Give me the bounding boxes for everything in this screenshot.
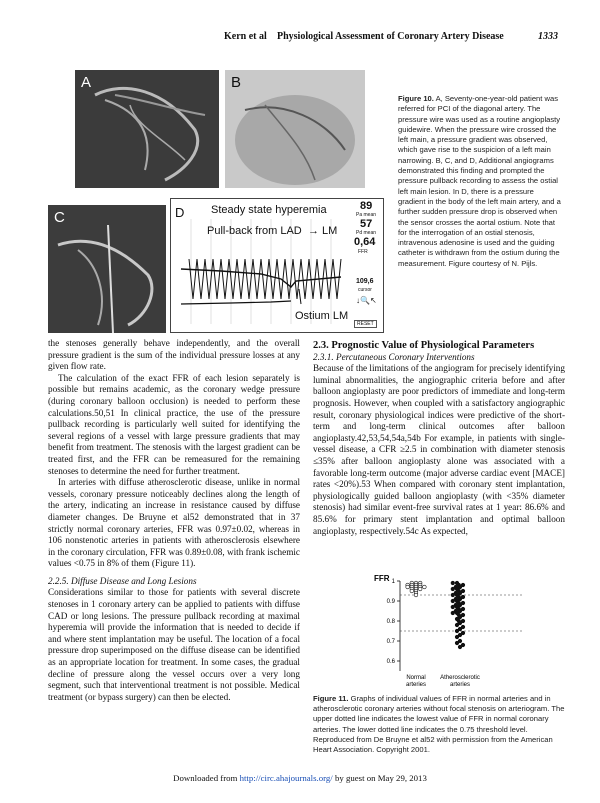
arrow-right-icon: → — [308, 225, 319, 237]
right-paragraph-1: Because of the limitations of the angiogram for precisely identifying luminal abnormalities, the angiographic criteria before and after balloon angioplasty are poor predictors of immediate and long-term prognosis. However, when coupled with a satisfactory angiographic result, coronary physiological indices were predictive of the short-term and long-term clinical outcomes after balloon angioplasty.42,53,54,54a,54b For example, in patients with single-vessel disease, a CFR ≥2.5 in combination with diameter stenosis ≤35% after balloon angioplasty alone was associated with a favorable long-term outcome (major adverse cardiac event [MACE] rates <20%).53 When compared with coronary stent implantation, physiologically guided balloon angioplasty (with <35% diameter stenosis) had similar event-free survival rates at 1 year: 86.6% and 85.6% for primary stent implantation and optimal balloon angioplasty, respectively.54c As expected, — [313, 363, 565, 536]
figure11-points — [406, 581, 465, 649]
left-paragraph-1: the stenoses generally behave independently, and the overall pressure gradient is the sum of the individual pressure losses at any given flow rate. — [48, 338, 300, 372]
figure11-point-normal — [418, 587, 422, 591]
panel-b-label: B — [231, 74, 242, 91]
figure11-point-athero — [458, 645, 462, 649]
pd-value: 57 — [360, 218, 373, 230]
figure11-caption-text: Graphs of individual values of FFR in normal arteries and in atherosclerotic coronary arteries without focal stenosis on arteriogram. The upper dotted line indicates the lowest value of FFR in normal coronary arteries. The lower dotted line indicates the 0.75 threshold level. Reproduced from De Bruyne et al52 with permission from the American Heart Association. Copyright 2001. — [313, 694, 565, 755]
footer-prefix: Downloaded from — [173, 773, 240, 783]
figure10-panel-a — [75, 70, 219, 188]
running-header — [0, 31, 600, 45]
figure11-point-athero — [451, 587, 455, 591]
reset-button: RESET — [354, 320, 377, 328]
figure11-chart — [372, 573, 528, 693]
figure10-caption-label: Figure 10. — [398, 94, 434, 103]
figure11-tick-label: 0.6 — [386, 659, 395, 665]
figure11-point-athero — [451, 611, 455, 615]
figure11-caption-label: Figure 11. — [313, 694, 349, 703]
figure11-tick-label: 1 — [391, 579, 395, 585]
angiogram-b-image — [225, 70, 365, 188]
cursor-label: cursor — [358, 287, 372, 293]
pressure-trace — [171, 199, 383, 332]
trace-label-pullback: Pull-back from LAD — [207, 225, 302, 237]
figure10-caption — [398, 94, 563, 269]
trace-label-lm: LM — [322, 225, 338, 237]
figure10-panel-b — [225, 70, 365, 188]
figure11-point-normal — [410, 589, 414, 593]
trace-label-steady: Steady state hyperemia — [211, 204, 327, 216]
trace-label-ostium: Ostium LM — [295, 310, 349, 322]
footer-link[interactable]: http://circ.ahajournals.org/ — [239, 773, 333, 783]
figure11-category-athero-line2: arteries — [449, 682, 471, 688]
panel-d-label: D — [175, 205, 185, 220]
left-paragraph-4: Considerations similar to those for patients with several discrete stenoses in 1 coronary artery can be applied to patients with diffuse CAD or long lesions. The pressure pullback recording at maximal hyperemia will provide the information that is needed to decide if and where stent implantation may be useful. The location of a focal pressure drop superimposed on the diffuse disease can be identified as an appropriate location for treatment. In some cases, the gradual decline of pressure along the vessel occurs over a very long segment, such that interventional treatment is not possible. Medical treatment (or bypass surgery) can then be elected. — [48, 587, 300, 702]
figure11-point-athero — [455, 629, 459, 633]
header-authors: Kern et al — [224, 31, 267, 42]
left-paragraph-2: The calculation of the exact FFR of each lesion separately is possible but remains academic, as the coronary wedge pressure (during coronary balloon occlusion) is needed to perform these calculations.50,51 In clinical practice, the use of the pressure pullback recording is particularly well suited for identifying the several regions of a vessel with large pressure gradients that may benefit from treatment. The stenosis with the largest gradient can be treated first, and the FFR can be remeasured for the remaining stenoses to determine the need for further treatment. — [48, 372, 300, 476]
figure11-point-normal — [423, 585, 427, 589]
figure11-tick-group — [387, 579, 400, 665]
ffr-value: 0,64 — [354, 236, 376, 248]
pa-value: 89 — [360, 200, 373, 212]
figure11-y-axis-label: FFR — [374, 574, 390, 583]
section-heading-2-2-5: 2.2.5. Diffuse Disease and Long Lesions — [48, 575, 197, 586]
figure11-category-normal-line1: Normal — [406, 675, 426, 681]
left-column — [48, 338, 300, 703]
section-heading-2-3-1: 2.3.1. Percutaneous Coronary Interventions — [313, 351, 475, 362]
download-footer — [0, 773, 600, 783]
figure11-tick-label: 0.8 — [386, 619, 395, 625]
figure11-category-normal-line2: arteries — [405, 682, 427, 688]
pa-label: Pa mean — [356, 212, 377, 218]
footer-suffix: by guest on May 29, 2013 — [332, 773, 427, 783]
figure10-panel-d — [170, 198, 384, 333]
header-title: Physiological Assessment of Coronary Artery Disease — [277, 31, 504, 42]
figure11-point-athero — [451, 605, 455, 609]
angiogram-c-image — [48, 205, 166, 333]
figure11-category-athero-line1: Atherosclerotic — [440, 675, 480, 681]
cursor-value: 109,6 — [356, 278, 374, 285]
figure11-point-normal — [406, 585, 410, 589]
figure10-caption-text: A, Seventy-one-year-old patient was referred for PCI of the diagonal artery. The pressure wire was used as a routine angioplasty guidewire. When the pressure wire crossed the left main, a pressure gradient was observed, which gave rise to the suspicion of a left main narrowing. B, C, and D, Additional angiograms demonstrated this finding and prompted the pressure pullback recording to assess the ostial left main lesion. In D, there is a pressure gradient in the body of the left main artery, and a further sudden pressure drop is observed when the sensor crosses the aortal ostium. Note that for the interrogation of an ostial stenosis, intravenous adenosine is used and the guiding catheter is withdrawn from the ostium during the measurement. Figure courtesy of N. Pijls. — [398, 94, 561, 268]
figure11-point-normal — [414, 593, 418, 597]
figure11-point-athero — [451, 593, 455, 597]
zoom-icon: ↓🔍↖ — [356, 296, 377, 305]
pd-label: Pd mean — [356, 230, 377, 236]
header-page-number: 1333 — [538, 31, 558, 42]
section-heading-2-3: 2.3. Prognostic Value of Physiological Parameters — [313, 340, 535, 351]
figure11-caption — [313, 694, 565, 755]
angiogram-a-image — [75, 70, 219, 188]
figure11-point-athero — [451, 599, 455, 603]
panel-a-label: A — [81, 74, 92, 91]
right-column — [313, 340, 565, 537]
figure11-point-athero — [455, 641, 459, 645]
figure11-tick-label: 0.7 — [386, 639, 395, 645]
figure11-point-athero — [455, 623, 459, 627]
figure11-point-athero — [451, 581, 455, 585]
ffr-label: FFR — [358, 249, 368, 255]
figure10-panel-c — [48, 205, 166, 333]
panel-c-label: C — [54, 209, 65, 226]
figure11-tick-label: 0.9 — [386, 599, 395, 605]
left-paragraph-3: In arteries with diffuse atherosclerotic disease, unlike in normal vessels, coronary pressure noticeably declines along the length of the artery, indicating an increase in resistance caused by diffuse diameter changes. De Bruyne et al52 demonstrated that in 37 strictly normal coronary arteries, FFR was 0.97±0.02, whereas in 106 nonstenotic arteries in patients with atherosclerosis elsewhere in the coronary circulation, FFR was 0.89±0.08, with frank ischemic values <0.75 in 8% of them (Figure 11). — [48, 477, 300, 569]
figure11-point-athero — [455, 635, 459, 639]
